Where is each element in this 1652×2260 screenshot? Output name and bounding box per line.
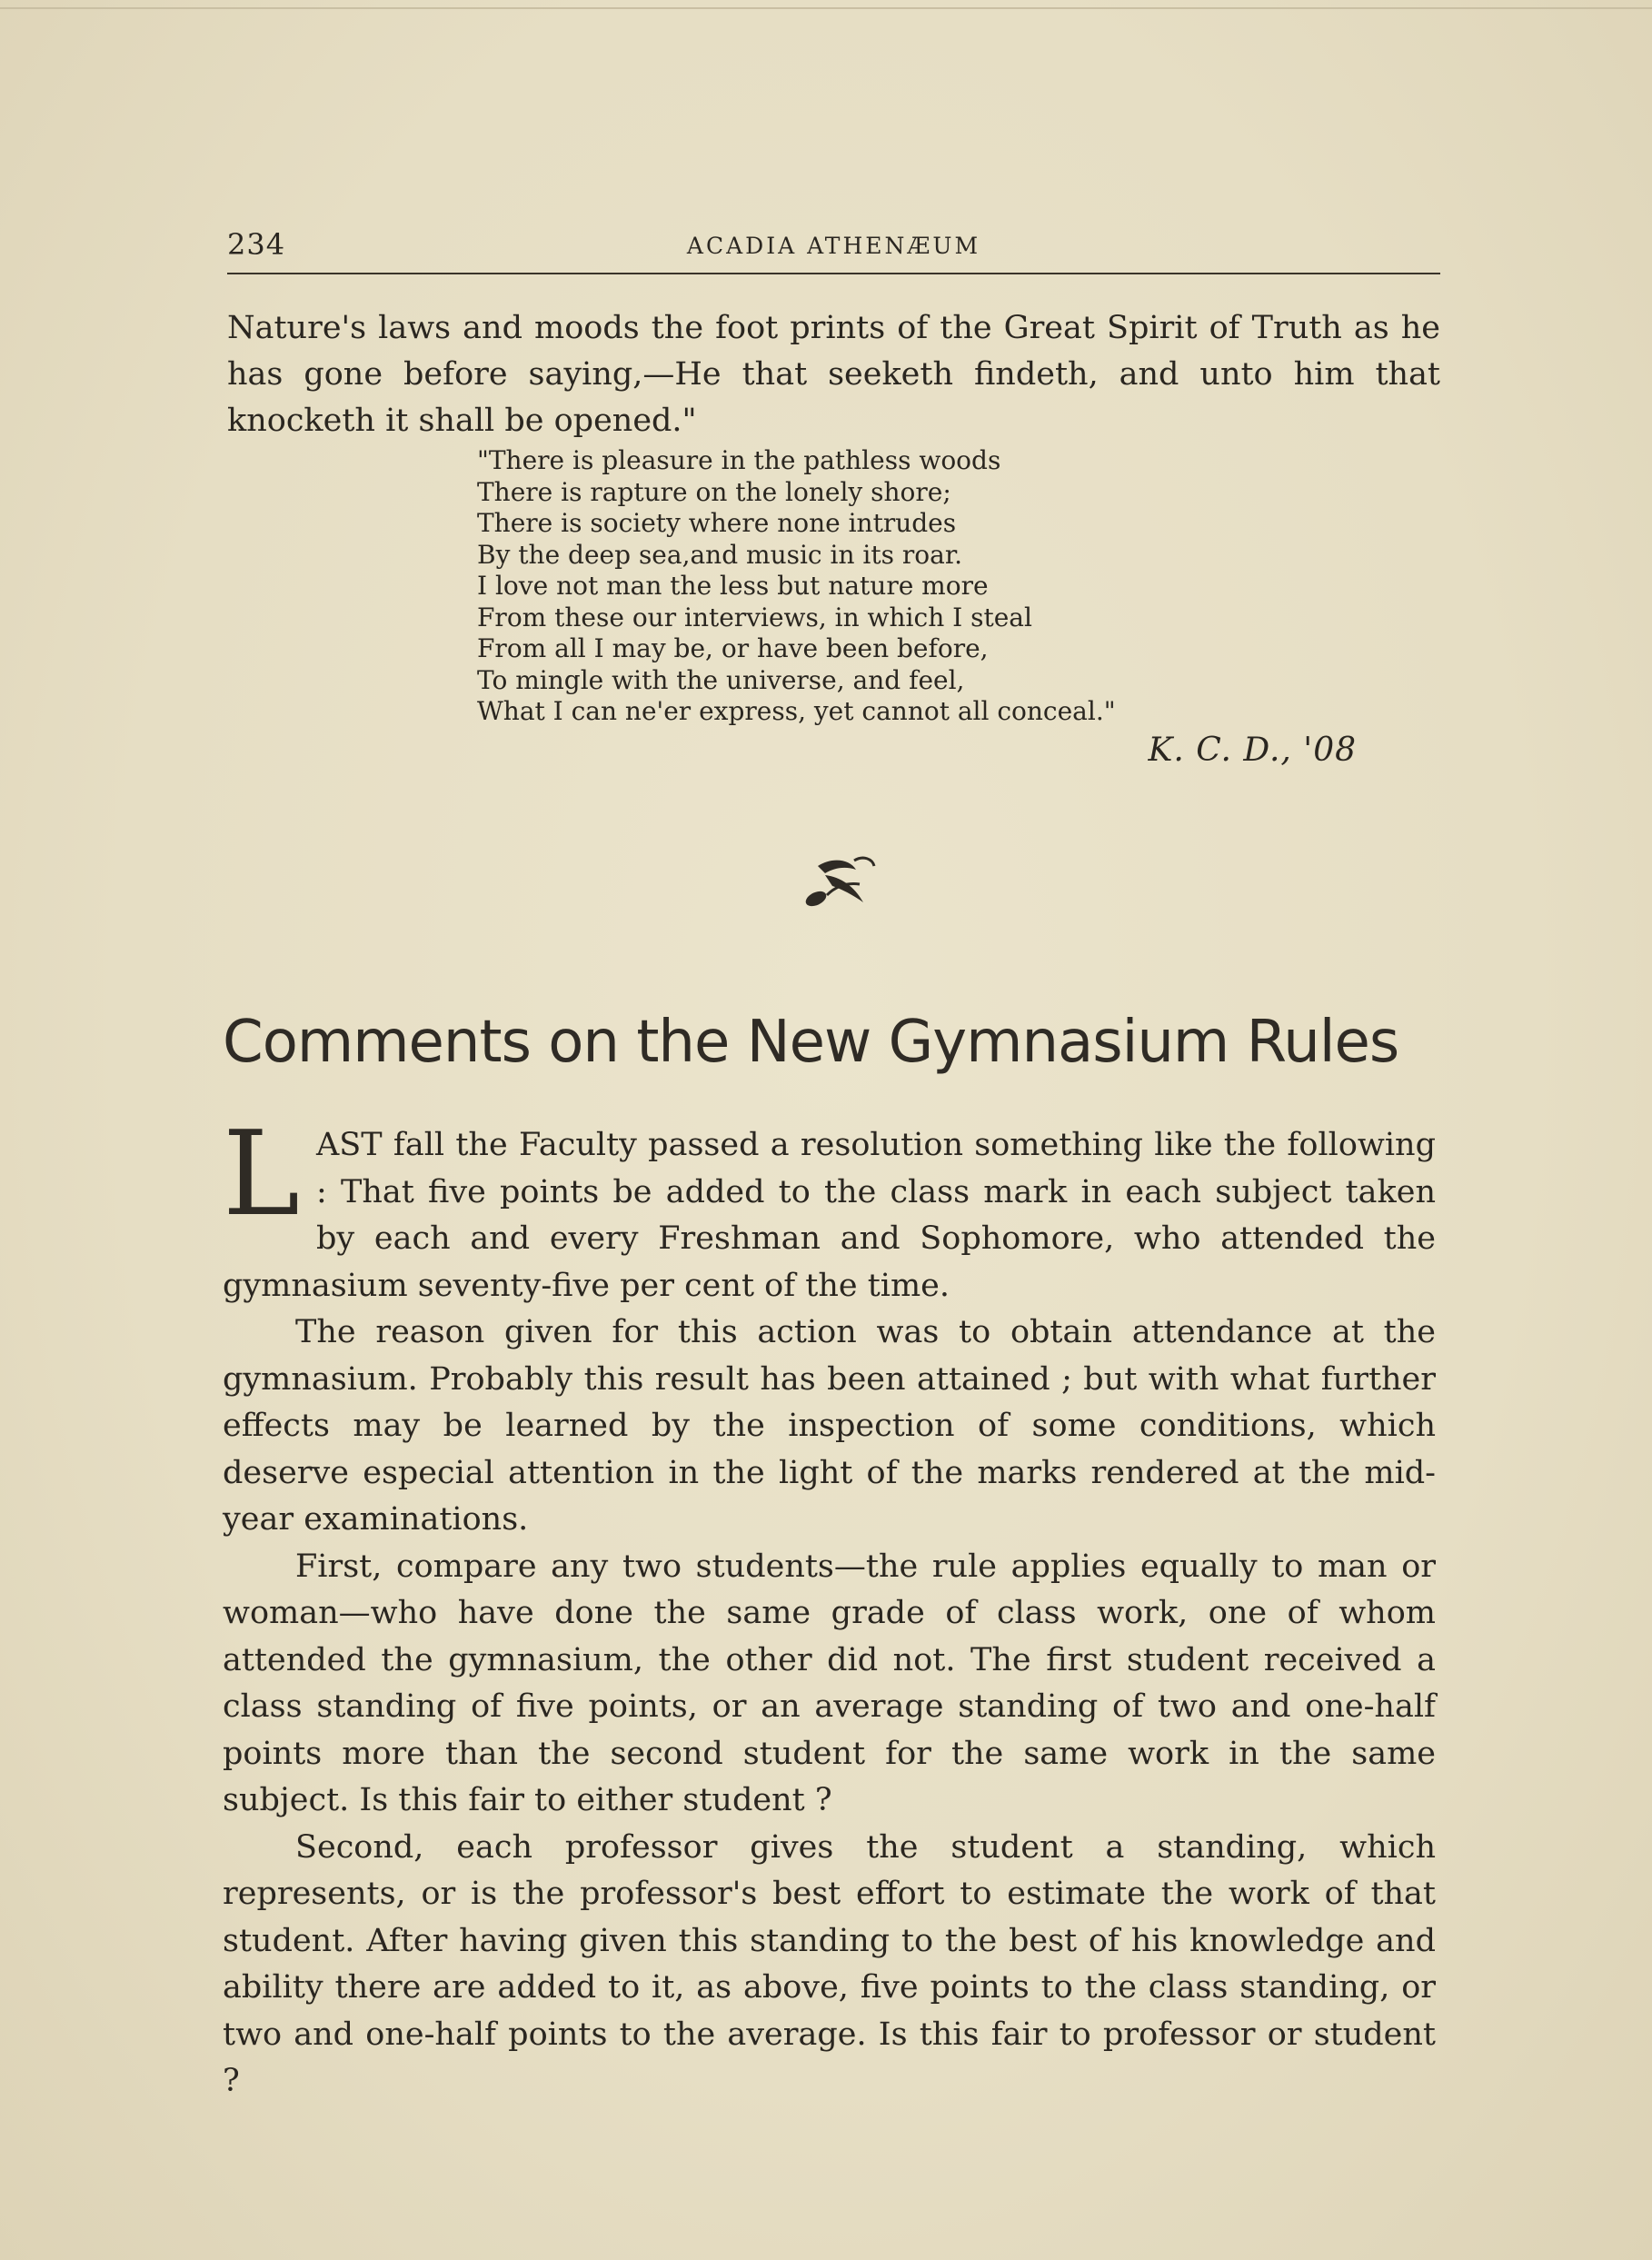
article-paragraph-text: AST fall the Faculty passed a resolution something like the following : That five points be added to the class mark in each subject taken by each and every Freshman and Sophomore, who attended the gymnasium seventy-five per cent of the time. xyxy=(223,1127,1436,1304)
running-title: ACADIA ATHENÆUM xyxy=(686,233,981,259)
page-number: 234 xyxy=(227,227,286,262)
page-header xyxy=(227,227,1440,264)
drop-cap: L xyxy=(223,1107,300,1242)
poem-line: There is rapture on the lonely shore; xyxy=(477,476,951,507)
article-paragraph xyxy=(223,1107,1436,1309)
top-edge-rule xyxy=(0,7,1652,9)
article-paragraph: The reason given for this action was to obtain attendance at the gymnasium. Probably this result has been attained ; but with what further effects may be learned by the inspection of some conditions, which deserve especial attention in the light of the marks rendered at the mid-year examinations. xyxy=(223,1314,1436,1538)
article-paragraph: Second, each professor gives the student a standing, which represents, or is the professor's best effort to estimate the work of that student. After having given this standing to the best of his knowledge and ability there are added to it, as above, five points to the class standing, or two and one-half points to the average. Is this fair to professor or student ? xyxy=(223,1828,1436,2099)
article-body xyxy=(223,1107,1436,2106)
fleuron-ornament-icon xyxy=(800,850,881,913)
poem-line: "There is pleasure in the pathless woods xyxy=(477,445,1001,475)
continuation-text xyxy=(227,305,1440,444)
poem-line: What I can ne'er express, yet cannot all conceal." xyxy=(477,696,1116,726)
article-paragraph: First, compare any two students—the rule applies equally to man or woman—who have done the same grade of class work, one of whom attended the gymnasium, the other did not. The first student received a class standing of five points, or an average standing of two and one-half points more than the second student for the same work in the same subject. Is this fair to either student ? xyxy=(223,1548,1436,1818)
author-signature: K. C. D., '08 xyxy=(1148,732,1357,769)
poem-line: To mingle with the universe, and feel, xyxy=(477,664,965,695)
continuation-paragraph: Nature's laws and moods the foot prints of the Great Spirit of Truth as he has gone before saying,—He that seeketh findeth, and unto him that knocketh it shall be opened." xyxy=(227,310,1440,439)
poem-line: I love not man the less but nature more xyxy=(477,571,989,601)
article-title: Comments on the New Gymnasium Rules xyxy=(223,1009,1399,1076)
header-rule xyxy=(227,273,1440,274)
poem-line: From all I may be, or have been before, xyxy=(477,633,989,663)
poem-line: From these our interviews, in which I steal xyxy=(477,602,1032,632)
poem-line: There is society where none intrudes xyxy=(477,508,957,538)
poem-line: By the deep sea,and music in its roar. xyxy=(477,539,963,570)
poem-quotation xyxy=(477,445,1295,728)
